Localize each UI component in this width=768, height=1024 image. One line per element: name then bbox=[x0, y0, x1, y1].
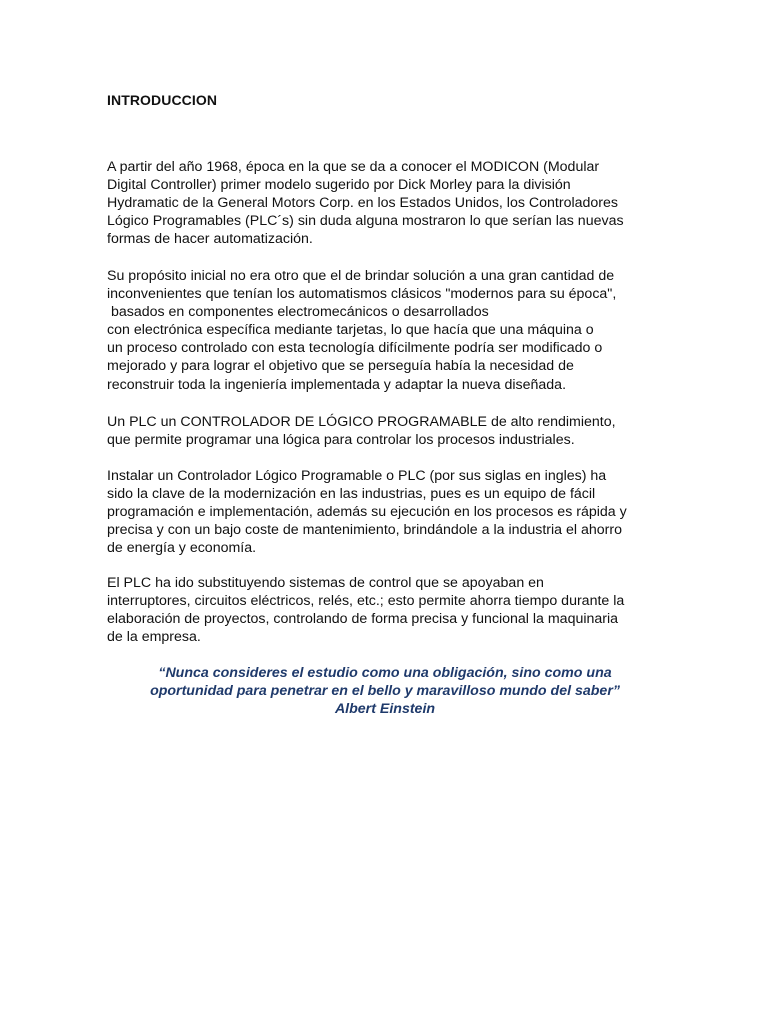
paragraph-line: mejorado y para lograr el objetivo que se perseguía había la necesidad de bbox=[107, 358, 574, 375]
paragraph-purpose bbox=[107, 267, 616, 394]
paragraph-installation bbox=[107, 467, 627, 557]
paragraph-line: Hydramatic de la General Motors Corp. en los Estados Unidos, los Controladores bbox=[107, 195, 618, 212]
paragraph-line: basados en componentes electromecánicos o desarrollados bbox=[107, 304, 489, 321]
paragraph-history bbox=[107, 158, 624, 248]
paragraph-line: sido la clave de la modernización en las industrias, pues es un equipo de fácil bbox=[107, 486, 596, 503]
paragraph-line: Lógico Programables (PLC´s) sin duda alguna mostraron lo que serían las nuevas bbox=[107, 213, 624, 230]
paragraph-line: Instalar un Controlador Lógico Programable o PLC (por sus siglas en ingles) ha bbox=[107, 468, 607, 484]
paragraph-line: inconvenientes que tenían los automatismos clásicos "modernos para su época", bbox=[107, 286, 617, 303]
paragraph-line: El PLC ha ido substituyendo sistemas de control que se apoyaban en bbox=[107, 575, 544, 591]
paragraph-line: de la empresa. bbox=[107, 629, 201, 646]
paragraph-line: Su propósito inicial no era otro que el de brindar solución a una gran cantidad de bbox=[107, 268, 615, 284]
paragraph-line: interruptores, circuitos eléctricos, relés, etc.; esto permite ahorra tiempo durante la bbox=[107, 593, 625, 610]
quote-author: Albert Einstein bbox=[334, 701, 436, 717]
paragraph-line: Un PLC un CONTROLADOR DE LÓGICO PROGRAMABLE de alto rendimiento, bbox=[107, 414, 616, 430]
paragraph-line: un proceso controlado con esta tecnología difícilmente podría ser modificado o bbox=[107, 340, 603, 357]
paragraph-line: elaboración de proyectos, controlando de forma precisa y funcional la maquinaria bbox=[107, 611, 619, 628]
document-heading: INTRODUCCION bbox=[107, 92, 218, 108]
paragraph-line: Digital Controller) primer modelo sugerido por Dick Morley para la división bbox=[107, 177, 571, 194]
einstein-quote bbox=[0, 664, 768, 718]
paragraph-line: programación e implementación, además su ejecución en los procesos es rápida y bbox=[107, 504, 627, 521]
paragraph-line: A partir del año 1968, época en la que se da a conocer el MODICON (Modular bbox=[107, 159, 600, 175]
paragraph-line: con electrónica específica mediante tarjetas, lo que hacía que una máquina o bbox=[107, 322, 594, 339]
quote-line: oportunidad para penetrar en el bello y maravilloso mundo del saber” bbox=[150, 683, 620, 699]
paragraph-line: formas de hacer automatización. bbox=[107, 231, 313, 248]
paragraph-definition bbox=[107, 413, 616, 449]
paragraph-line: que permite programar una lógica para controlar los procesos industriales. bbox=[107, 432, 575, 449]
paragraph-line: de energía y economía. bbox=[107, 540, 257, 557]
paragraph-line: reconstruir toda la ingeniería implementada y adaptar la nueva diseñada. bbox=[107, 376, 567, 393]
quote-line: “Nunca consideres el estudio como una obligación, sino como una bbox=[158, 665, 612, 681]
paragraph-substitution bbox=[107, 574, 624, 646]
paragraph-line: precisa y con un bajo coste de mantenimiento, brindándole a la industria el ahorro bbox=[107, 522, 623, 539]
